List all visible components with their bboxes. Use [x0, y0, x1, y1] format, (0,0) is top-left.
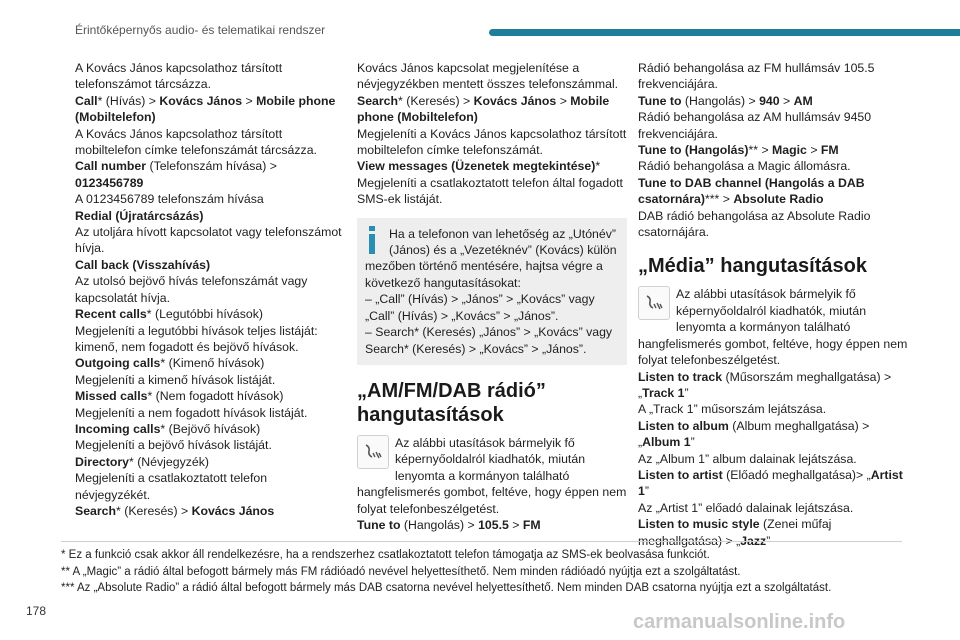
column-2-paragraphs: [357, 60, 627, 208]
watermark: carmanualsonline.info: [633, 611, 846, 633]
paragraph-text: Rádió behangolása az FM hullámsáv 105.5 frekvenciájára.: [638, 61, 875, 92]
command-keyword: Tune to (Hangolás): [638, 143, 749, 158]
command-keyword: Mobile phone (Mobiltelefon): [357, 93, 610, 125]
paragraph: [357, 93, 627, 126]
paragraph: [75, 93, 345, 126]
paragraph: [75, 191, 345, 207]
footnotes: [61, 547, 931, 597]
command-keyword: Call number: [75, 159, 147, 174]
paragraph-text: (Album meghallgatása) > „: [638, 418, 870, 450]
column-2: [357, 60, 627, 533]
command-keyword: 0123456789: [75, 175, 144, 190]
command-keyword: FM: [522, 517, 541, 532]
paragraph-text: A 0123456789 telefonszám hívása: [75, 192, 264, 207]
command-keyword: Track 1: [642, 385, 685, 400]
column-3-paragraphs: [638, 60, 908, 240]
paragraph: [75, 437, 345, 453]
command-keyword: 105.5: [478, 517, 509, 532]
command-keyword: Absolute Radio: [733, 192, 824, 207]
paragraph-text: >: [779, 93, 794, 108]
note-line: – Search* (Keresés) „János” > „Kovács” vagy Search* (Keresés) > „Kovács” > „János”.: [365, 325, 613, 356]
command-keyword: Kovács János: [191, 503, 275, 518]
command-keyword: AM: [793, 93, 813, 108]
paragraph-text: A Kovács János kapcsolathoz társított telefonszámot tárcsázza.: [75, 61, 283, 92]
paragraph: [638, 142, 908, 158]
command-keyword: Kovács János: [473, 93, 557, 108]
paragraph-text: Kovács János kapcsolat megjelenítése a névjegyzékben mentett összes telefonszámmal.: [357, 61, 619, 92]
command-keyword: Call back (Visszahívás): [75, 257, 211, 272]
paragraph-text: ”: [684, 385, 689, 400]
paragraph: [638, 500, 908, 516]
paragraph-text: Megjeleníti a legutóbbi hívások teljes listáját: kimenő, nem fogadott és bejövő hívások.: [75, 323, 318, 354]
info-icon: [365, 226, 379, 254]
paragraph: [638, 467, 908, 500]
paragraph-text: * (Hívás) >: [97, 93, 160, 108]
command-keyword: Tune to: [638, 93, 682, 108]
paragraph-text: * (Nem fogadott hívások): [147, 389, 284, 404]
paragraph: [638, 516, 908, 549]
paragraph: [75, 273, 345, 306]
paragraph: [638, 418, 908, 451]
paragraph: [357, 60, 627, 93]
paragraph: [75, 503, 345, 519]
note-line: – „Call” (Hívás) > „János” > „Kovács” vagy „Call” (Hívás) > „Kovács” > „János”.: [365, 292, 595, 323]
paragraph-text: * (Kimenő hívások): [160, 356, 265, 371]
paragraph-text: >: [556, 93, 571, 108]
command-keyword: Kovács János: [159, 93, 243, 108]
footnote-divider: [61, 541, 902, 542]
paragraph-text: A Kovács János kapcsolathoz társított mobiltelefon címke telefonszámát tárcsázza.: [75, 126, 317, 158]
paragraph-text: (Telefonszám hívása) >: [146, 159, 277, 174]
paragraph-text: Az utolsó bejövő hívás telefonszámát vagy kapcsolatát hívja.: [75, 274, 308, 305]
info-note: [357, 218, 627, 365]
paragraph: [75, 372, 345, 388]
paragraph-text: (Zenei műfaj meghallgatása) > „: [638, 517, 832, 548]
footnote: *** Az „Absolute Radio” a rádió által befogott bármely más DAB csatorna nevével helyettesíthető. Nem minden DAB csatorna nyújtja ezt a szolgáltatást.: [61, 582, 832, 594]
paragraph-text: >: [508, 517, 523, 532]
paragraph: [638, 60, 908, 93]
radio-intro: [357, 435, 627, 517]
paragraph: [75, 224, 345, 257]
command-keyword: Tune to: [357, 517, 401, 532]
paragraph-text: Megjeleníti a Kovács János kapcsolathoz társított mobiltelefon címke telefonszámát.: [357, 126, 627, 158]
paragraph-text: *** >: [704, 192, 734, 207]
column-3: [638, 60, 908, 549]
note-line: Ha a telefonon van lehetőség az „Utónév” (János) és a „Vezetéknév” (Kovács) külön mezőben történő mentésére, hajtsa végre a következő hangutasításokat:: [365, 226, 617, 290]
paragraph: [357, 175, 627, 208]
paragraph-text: DAB rádió behangolása az Absolute Radio csatornájára.: [638, 208, 871, 240]
paragraph: [75, 208, 345, 224]
paragraph-text: * (Névjegyzék): [129, 454, 209, 469]
paragraph-text: * (Keresés) >: [116, 503, 192, 518]
command-keyword: Outgoing calls: [75, 356, 161, 371]
paragraph: [75, 60, 345, 93]
command-keyword: Call: [75, 93, 98, 108]
command-keyword: Search: [75, 503, 117, 518]
media-section-title: „Média” hangutasítások: [638, 255, 867, 278]
paragraph-text: Az „Artist 1” előadó dalainak lejátszása.: [638, 500, 854, 515]
media-intro-text: Az alábbi utasítások bármelyik fő képernyőoldalról kiadhatók, miután lenyomta a kormányon található hangfelismerés gombot, feltéve, hogy éppen nem folyat telefonbeszélgetést.: [638, 287, 908, 368]
paragraph: [638, 451, 908, 467]
paragraph-text: Rádió behangolása az AM hullámsáv 9450 frekvenciájára.: [638, 110, 872, 141]
command-keyword: View messages (Üzenetek megtekintése): [357, 159, 596, 174]
command-keyword: Directory: [75, 454, 129, 469]
paragraph: [357, 126, 627, 159]
command-keyword: Listen to track: [638, 369, 723, 384]
header-accent-bar: [489, 29, 960, 36]
page-number: 178: [26, 604, 47, 618]
paragraph: [357, 517, 627, 533]
paragraph-text: * (Bejövő hívások): [160, 421, 261, 436]
footnote: * Ez a funkció csak akkor áll rendelkezésre, ha a rendszerhez csatlakoztatott telefon támogatja az SMS-ek beolvasása funkciót.: [61, 549, 710, 561]
paragraph-text: ** >: [748, 143, 773, 158]
paragraph-text: Megjeleníti a kimenő hívások listáját.: [75, 372, 276, 387]
paragraph-text: Rádió behangolása a Magic állomásra.: [638, 159, 851, 174]
footnote: ** A „Magic” a rádió által befogott bármely más FM rádióadó nevével helyettesíthető. Nem minden rádióadó nyújtja ezt a szolgáltatást.: [61, 565, 741, 578]
paragraph-text: ”: [644, 484, 649, 499]
radio-intro-text: Az alábbi utasítások bármelyik fő képernyőoldalról kiadhatók, miután lenyomta a kormányon található hangfelismerés gombot, feltéve, hogy éppen nem folyat telefonbeszélgetést.: [357, 435, 627, 516]
command-keyword: Incoming calls: [75, 421, 161, 436]
paragraph-text: Megjeleníti a bejövő hívások listáját.: [75, 438, 272, 453]
paragraph: [357, 158, 627, 174]
paragraph: [638, 93, 908, 109]
command-keyword: Mobile phone (Mobiltelefon): [75, 93, 336, 125]
paragraph: [75, 470, 345, 503]
paragraph: [75, 306, 345, 322]
paragraph: [75, 126, 345, 159]
voice-command-icon: [638, 286, 670, 320]
command-keyword: Listen to album: [638, 418, 729, 433]
radio-section-title: „AM/FM/DAB rádió” hangutasítások: [357, 379, 546, 426]
paragraph-text: (Előadó meghallgatása)> „: [722, 467, 871, 482]
paragraph: [638, 208, 908, 241]
paragraph: [638, 158, 908, 174]
media-commands: [638, 369, 908, 549]
paragraph-text: Az „Album 1” album dalainak lejátszása.: [638, 451, 857, 466]
paragraph: [75, 421, 345, 437]
paragraph: [75, 405, 345, 421]
paragraph-text: *: [595, 159, 601, 174]
command-keyword: Listen to artist: [638, 467, 723, 482]
command-keyword: Jazz: [740, 533, 767, 548]
command-keyword: 940: [759, 93, 780, 108]
paragraph-text: ”: [766, 533, 771, 548]
paragraph-text: Megjeleníti a nem fogadott hívások listáját.: [75, 405, 308, 420]
command-keyword: Search: [357, 93, 399, 108]
paragraph: [638, 369, 908, 402]
paragraph-text: * (Legutóbbi hívások): [146, 307, 263, 322]
paragraph-text: Megjeleníti a csatlakoztatott telefon névjegyzékét.: [75, 471, 268, 502]
paragraph: [75, 323, 345, 356]
header-title: Érintőképernyős audio- és telematikai rendszer: [75, 23, 326, 37]
paragraph-text: Megjeleníti a csatlakoztatott telefon által fogadott SMS-ek listáját.: [357, 175, 623, 207]
paragraph-text: A „Track 1” műsorszám lejátszása.: [638, 402, 827, 417]
command-keyword: FM: [820, 143, 839, 158]
paragraph: [638, 401, 908, 417]
radio-commands: [357, 517, 627, 533]
paragraph-text: ”: [690, 435, 695, 450]
command-keyword: Redial (Újratárcsázás): [75, 208, 204, 223]
paragraph: [638, 175, 908, 208]
command-keyword: Artist 1: [638, 467, 903, 499]
paragraph-text: >: [242, 93, 257, 108]
paragraph-text: (Hangolás) >: [681, 93, 760, 108]
command-keyword: Listen to music style: [638, 517, 760, 532]
paragraph: [75, 388, 345, 404]
voice-command-icon: [357, 435, 389, 469]
paragraph: [75, 355, 345, 371]
paragraph-text: (Hangolás) >: [400, 517, 479, 532]
paragraph: [75, 454, 345, 470]
paragraph-text: >: [806, 143, 821, 158]
paragraph: [75, 257, 345, 273]
media-intro: [638, 286, 908, 368]
paragraph-text: Az utoljára hívott kapcsolatot vagy telefonszámot hívja.: [75, 225, 342, 256]
command-keyword: Album 1: [642, 435, 691, 450]
paragraph-text: (Műsorszám meghallgatása) > „: [638, 369, 892, 400]
paragraph: [638, 109, 908, 142]
command-keyword: Tune to DAB channel (Hangolás a DAB csatornára): [638, 175, 865, 207]
command-keyword: Magic: [772, 143, 807, 158]
paragraph: [75, 158, 345, 191]
command-keyword: Recent calls: [75, 307, 147, 322]
command-keyword: Missed calls: [75, 389, 148, 404]
paragraph-text: * (Keresés) >: [398, 93, 474, 108]
column-1: [75, 60, 345, 519]
